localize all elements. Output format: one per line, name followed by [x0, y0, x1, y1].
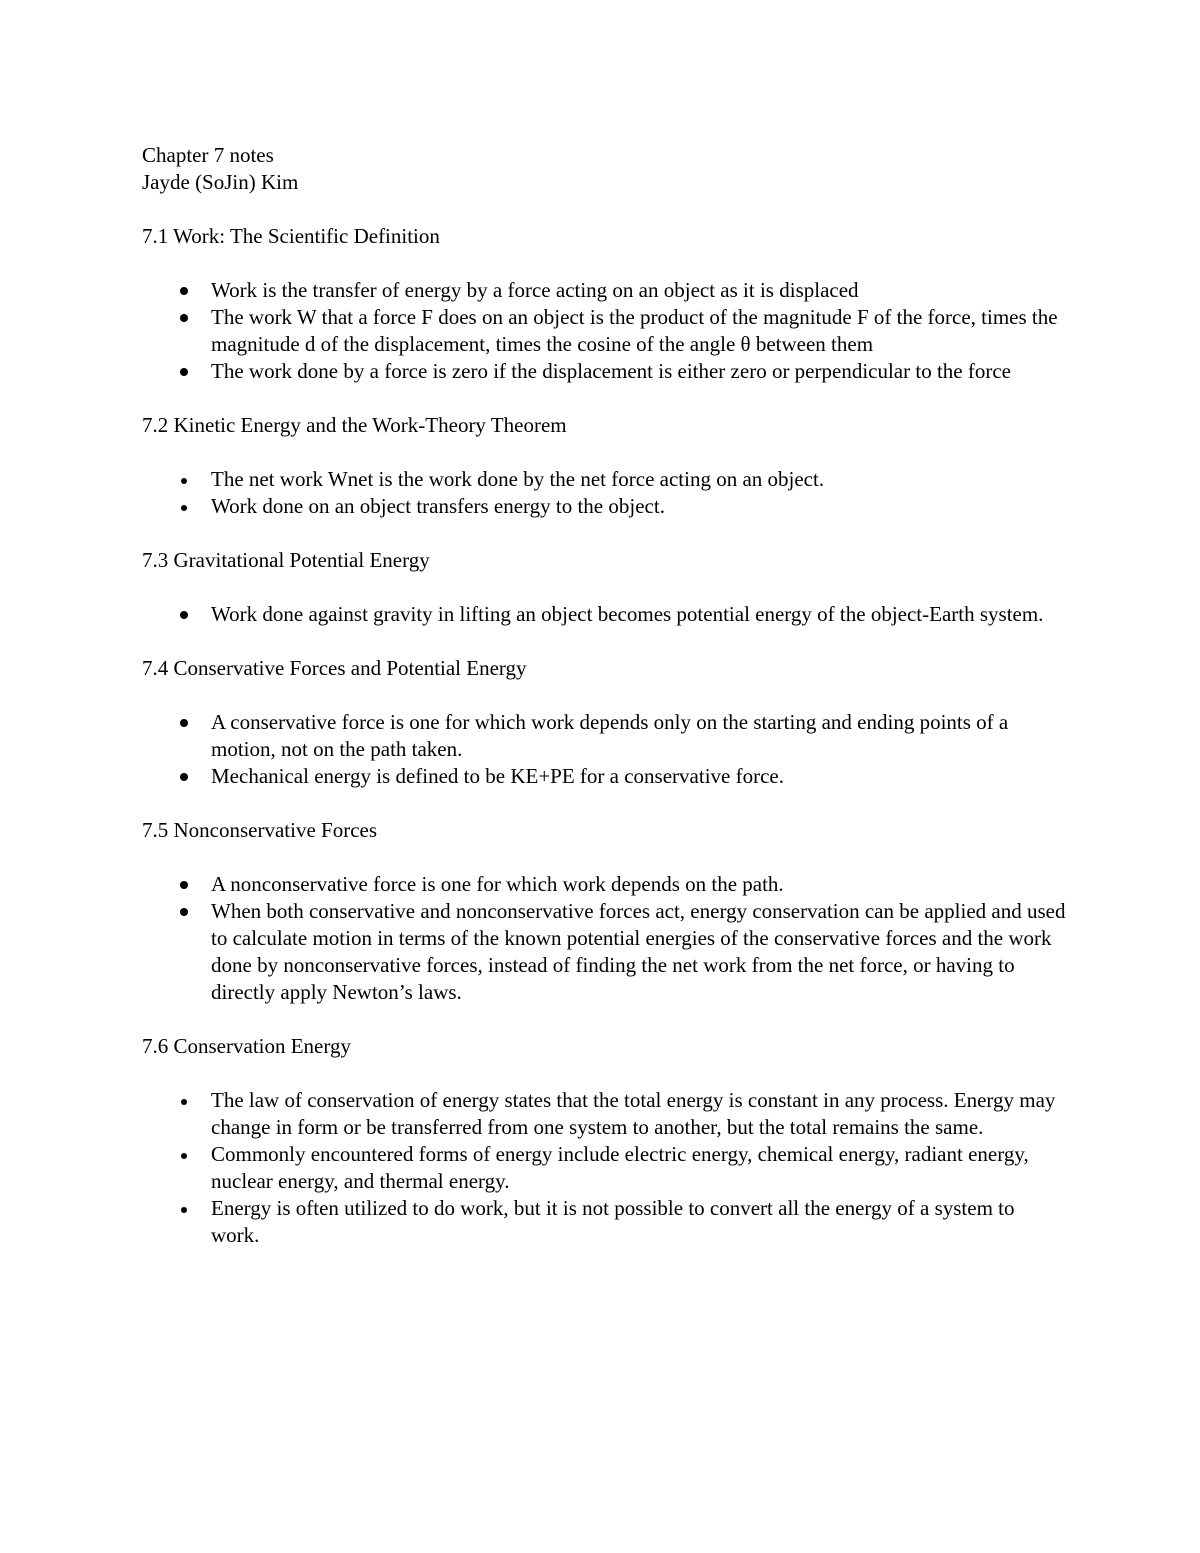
- section-heading: 7.5 Nonconservative Forces: [142, 818, 378, 842]
- list-item-text: Commonly encountered forms of energy include electric energy, chemical energy, radiant energy, nuclear energy, and thermal energy.: [211, 1142, 1029, 1193]
- list-item: [142, 493, 1067, 520]
- list-item-text: Mechanical energy is defined to be KE+PE for a conservative force.: [211, 764, 784, 788]
- bullet-list: [142, 601, 1067, 628]
- list-item-text: The law of conservation of energy states that the total energy is constant in any process. Energy may change in form or be transferred from one system to another, but the total remains the same.: [211, 1088, 1056, 1139]
- list-item: [142, 358, 1067, 385]
- bullet-icon: [177, 898, 191, 925]
- list-item: [142, 898, 1067, 1006]
- list-item-text: Work is the transfer of energy by a force acting on an object as it is displaced: [211, 278, 859, 302]
- bullet-list: [142, 277, 1067, 385]
- list-item: [142, 304, 1067, 358]
- bullet-list: [142, 1087, 1067, 1249]
- list-item: [142, 1087, 1067, 1141]
- document-page: [142, 142, 1067, 1249]
- section-heading: 7.3 Gravitational Potential Energy: [142, 548, 430, 572]
- list-item: [142, 277, 1067, 304]
- bullet-icon: [177, 304, 191, 331]
- sections-container: [142, 223, 1067, 1249]
- section-3: [142, 547, 1067, 628]
- list-item: [142, 1195, 1067, 1249]
- list-item: [142, 763, 1067, 790]
- bullet-list: [142, 709, 1067, 790]
- section-heading: 7.6 Conservation Energy: [142, 1034, 351, 1058]
- section-6: [142, 1033, 1067, 1249]
- bullet-icon: [177, 601, 191, 628]
- list-item: [142, 601, 1067, 628]
- list-item: [142, 871, 1067, 898]
- list-item: [142, 1141, 1067, 1195]
- bullet-icon: [177, 466, 191, 493]
- document-title: Chapter 7 notes: [142, 143, 274, 167]
- section-5: [142, 817, 1067, 1006]
- section-2: [142, 412, 1067, 520]
- bullet-list: [142, 871, 1067, 1006]
- list-item-text: The net work Wnet is the work done by the net force acting on an object.: [211, 467, 825, 491]
- bullet-icon: [177, 1195, 191, 1222]
- section-heading: 7.4 Conservative Forces and Potential Energy: [142, 656, 527, 680]
- list-item-text: The work done by a force is zero if the displacement is either zero or perpendicular to the force: [211, 359, 1011, 383]
- bullet-icon: [177, 277, 191, 304]
- bullet-list: [142, 466, 1067, 520]
- list-item-text: Work done against gravity in lifting an object becomes potential energy of the object-Earth system.: [211, 602, 1044, 626]
- list-item: [142, 466, 1067, 493]
- list-item-text: Work done on an object transfers energy to the object.: [211, 494, 665, 518]
- bullet-icon: [177, 709, 191, 736]
- section-4: [142, 655, 1067, 790]
- list-item-text: A conservative force is one for which work depends only on the starting and ending points of a motion, not on the path taken.: [211, 710, 1009, 761]
- bullet-icon: [177, 1141, 191, 1168]
- section-heading: 7.2 Kinetic Energy and the Work-Theory Theorem: [142, 413, 567, 437]
- bullet-icon: [177, 763, 191, 790]
- bullet-icon: [177, 493, 191, 520]
- bullet-icon: [177, 1087, 191, 1114]
- section-heading: 7.1 Work: The Scientific Definition: [142, 224, 440, 248]
- section-1: [142, 223, 1067, 385]
- bullet-icon: [177, 358, 191, 385]
- list-item-text: When both conservative and nonconservative forces act, energy conservation can be applied and used to calculate motion in terms of the known potential energies of the conservative forces and the work done by nonconservative forces, instead of finding the net work from the net force, or having to directly apply Newton’s laws.: [211, 899, 1066, 1004]
- list-item-text: Energy is often utilized to do work, but it is not possible to convert all the energy of a system to work.: [211, 1196, 1015, 1247]
- list-item: [142, 709, 1067, 763]
- list-item-text: The work W that a force F does on an object is the product of the magnitude F of the force, times the magnitude d of the displacement, times the cosine of the angle θ between them: [211, 305, 1058, 356]
- list-item-text: A nonconservative force is one for which work depends on the path.: [211, 872, 784, 896]
- bullet-icon: [177, 871, 191, 898]
- author-name: Jayde (SoJin) Kim: [142, 170, 299, 194]
